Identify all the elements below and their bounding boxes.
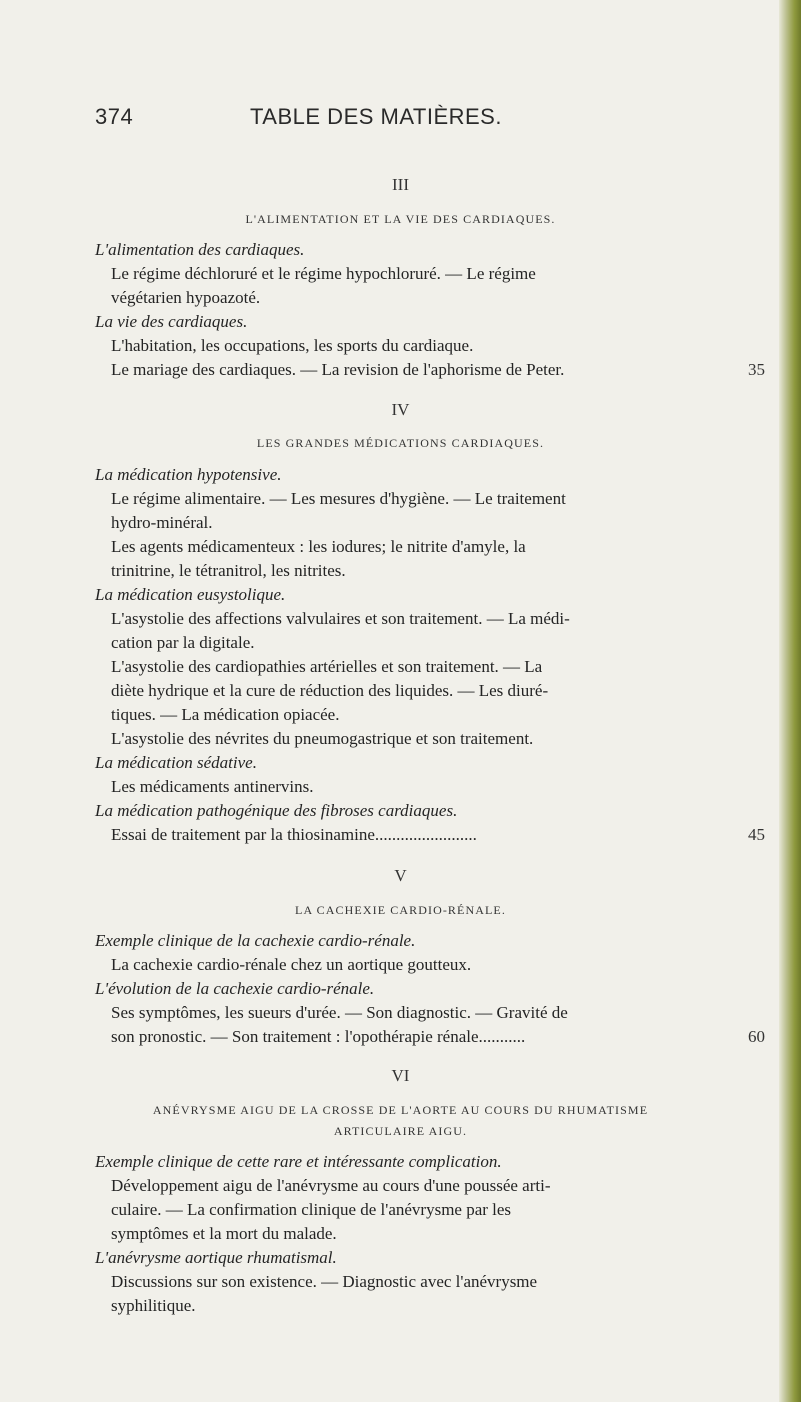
toc-entry: culaire. — La confirmation clinique de l'anévrysme par les (111, 1200, 512, 1219)
toc-entry: Ses symptômes, les sueurs d'urée. — Son diagnostic. — Gravité de (111, 1003, 568, 1022)
toc-entry: La cachexie cardio-rénale chez un aortique goutteux. (111, 955, 472, 974)
toc-entry: hydro-minéral. (111, 513, 213, 532)
section-title (0, 1100, 801, 1142)
toc-entry: cation par la digitale. (111, 633, 255, 652)
toc-heading: La médication sédative. (95, 753, 257, 772)
section-title: LES GRANDES MÉDICATIONS CARDIAQUES. (256, 436, 545, 450)
toc-heading: L'alimentation des cardiaques. (95, 240, 305, 259)
toc-entry: Discussions sur son existence. — Diagnostic avec l'anévrysme (111, 1272, 538, 1291)
page-ref: 60 (748, 1027, 765, 1046)
section-title-line: ARTICULAIRE AIGU. (333, 1124, 468, 1138)
section-number: V (394, 866, 407, 885)
toc-heading: L'évolution de la cachexie cardio-rénale. (95, 979, 375, 998)
page-ref: 35 (748, 360, 765, 379)
toc-entry: Développement aigu de l'anévrysme au cours d'une poussée arti- (111, 1176, 551, 1195)
toc-entry: tiques. — La médication opiacée. (111, 705, 340, 724)
toc-entry: végétarien hypoazoté. (111, 288, 261, 307)
toc-heading: Exemple clinique de la cachexie cardio-rénale. (95, 931, 416, 950)
toc-entry: Les agents médicamenteux : les iodures; le nitrite d'amyle, la (111, 537, 526, 556)
toc-heading: La médication hypotensive. (95, 465, 282, 484)
toc-entry: L'asystolie des névrites du pneumogastrique et son traitement. (111, 729, 534, 748)
toc-entry: L'asystolie des cardiopathies artérielles et son traitement. — La (111, 657, 543, 676)
toc-heading: La médication eusystolique. (95, 585, 286, 604)
toc-heading: Exemple clinique de cette rare et intéressante complication. (95, 1152, 502, 1171)
toc-entry: symptômes et la mort du malade. (111, 1224, 337, 1243)
toc-entry: Essai de traitement par la thiosinamine........................ (111, 825, 477, 844)
toc-heading: L'anévrysme aortique rhumatismal. (95, 1248, 337, 1267)
section-title: L'ALIMENTATION ET LA VIE DES CARDIAQUES. (245, 212, 556, 226)
section-number: III (392, 175, 409, 194)
page-number: 374 (95, 104, 134, 129)
page-ref: 45 (748, 825, 765, 844)
toc-entry: L'asystolie des affections valvulaires et son traitement. — La médi- (111, 609, 570, 628)
toc-entry: diète hydrique et la cure de réduction des liquides. — Les diuré- (111, 681, 549, 700)
toc-entry: syphilitique. (111, 1296, 196, 1315)
section-title-line: ANÉVRYSME AIGU DE LA CROSSE DE L'AORTE AU COURS DU RHUMATISME (152, 1103, 649, 1117)
running-title: TABLE DES MATIÈRES. (250, 104, 502, 129)
toc-entry: Les médicaments antinervins. (111, 777, 314, 796)
toc-entry: Le régime alimentaire. — Les mesures d'hygiène. — Le traitement (111, 489, 566, 508)
toc-entry: trinitrine, le tétranitrol, les nitrites. (111, 561, 346, 580)
toc-heading: La vie des cardiaques. (95, 312, 248, 331)
book-edge (779, 0, 801, 1402)
toc-entry: Le régime déchloruré et le régime hypochloruré. — Le régime (111, 264, 536, 283)
toc-entry: son pronostic. — Son traitement : l'opothérapie rénale........... (111, 1027, 526, 1046)
section-number: IV (391, 400, 410, 419)
section-title: LA CACHEXIE CARDIO-RÉNALE. (295, 903, 506, 917)
toc-entry: L'habitation, les occupations, les sports du cardiaque. (111, 336, 474, 355)
section-number: VI (391, 1066, 410, 1085)
toc-heading: La médication pathogénique des fibroses cardiaques. (95, 801, 458, 820)
toc-entry: Le mariage des cardiaques. — La revision de l'aphorisme de Peter. (111, 360, 565, 379)
